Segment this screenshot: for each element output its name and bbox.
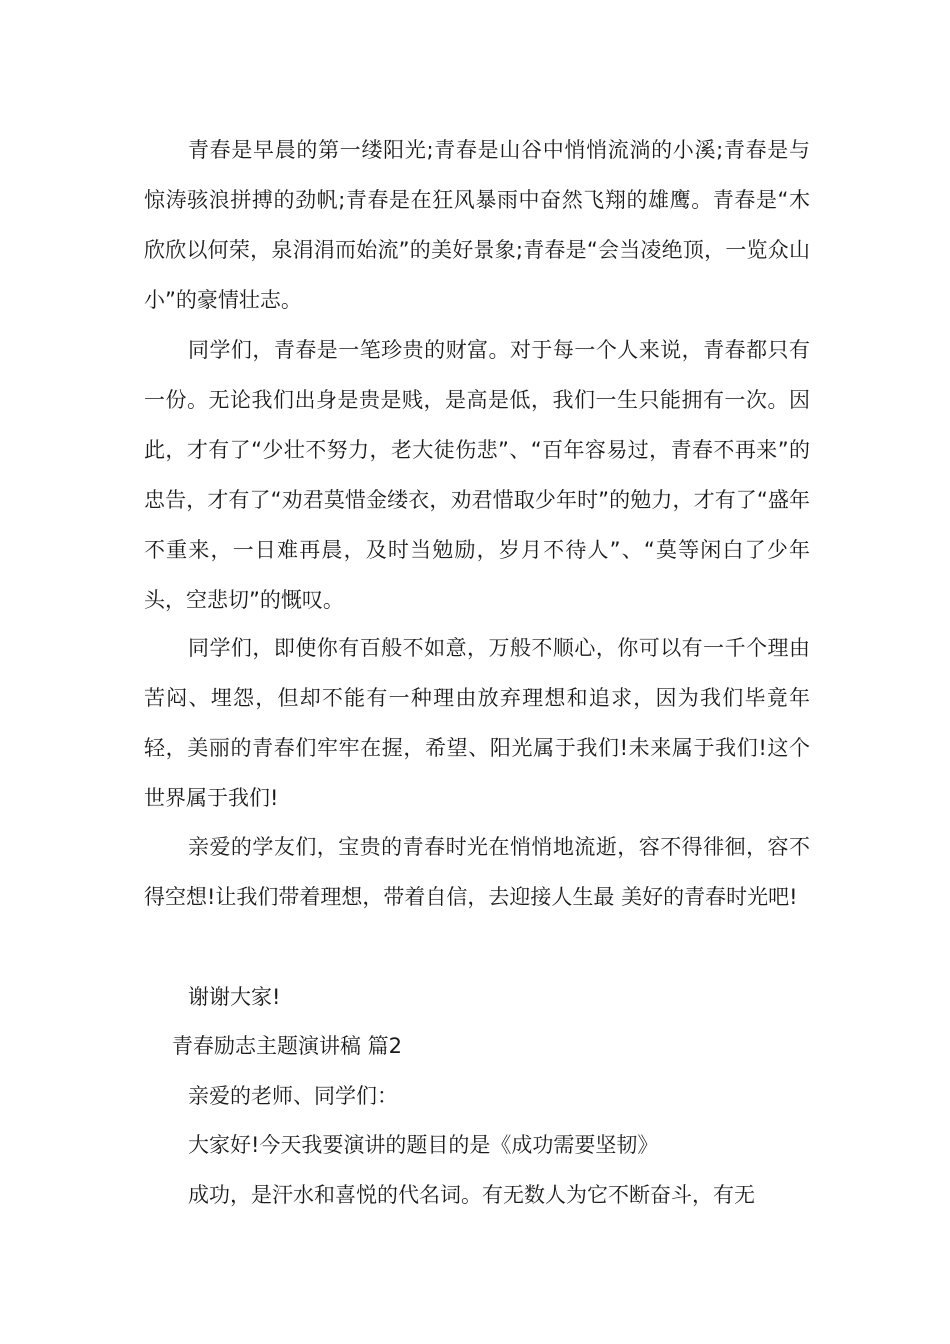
section-title: 青春励志主题演讲稿 篇2 [172,1034,403,1058]
paragraph-youth-metaphors [144,125,810,325]
paragraph-text: 同学们，即使你有百般不如意，万般不顺心，你可以有一千个理由苦闷、埋怨，但却不能有一种理由放弃理想和追求，因为我们毕竟年轻，美丽的青春们牢牢在握，希望、阳光属于我们!未来属于我们!这个世界属于我们! [144,636,810,810]
greeting-line: 亲爱的老师、同学们： [188,1084,398,1108]
paragraph-success-start: 成功，是汗水和喜悦的代名词。有无数人为它不断奋斗，有无 [188,1183,755,1207]
paragraph-youth-closing [144,822,810,922]
thanks-line: 谢谢大家! [188,985,281,1009]
paragraph-text: 青春是早晨的第一缕阳光;青春是山谷中悄悄流淌的小溪;青春是与惊涛骇浪拼搏的劲帆;青春是在狂风暴雨中奋然飞翔的雄鹰。青春是“木欣欣以何荣，泉涓涓而始流”的美好景象;青春是“会当凌绝顶，一览众山小”的豪情壮志。 [144,138,810,312]
paragraph-youth-treasure [144,325,810,625]
paragraph-youth-perseverance [144,623,810,823]
paragraph-text: 亲爱的学友们，宝贵的青春时光在悄悄地流逝，容不得徘徊，容不得空想!让我们带着理想，带着自信，去迎接人生最 美好的青春时光吧! [144,835,810,909]
intro-line: 大家好!今天我要演讲的题目的是《成功需要坚韧》 [188,1133,659,1157]
paragraph-text: 同学们，青春是一笔珍贵的财富。对于每一个人来说，青春都只有一份。无论我们出身是贵是贱，是高是低，我们一生只能拥有一次。因此，才有了“少壮不努力，老大徒伤悲”、“百年容易过，青春不再来”的忠告，才有了“劝君莫惜金缕衣，劝君惜取少年时”的勉力，才有了“盛年不重来，一日难再晨，及时当勉励，岁月不待人”、“莫等闲白了少年头，空悲切”的慨叹。 [144,338,810,612]
